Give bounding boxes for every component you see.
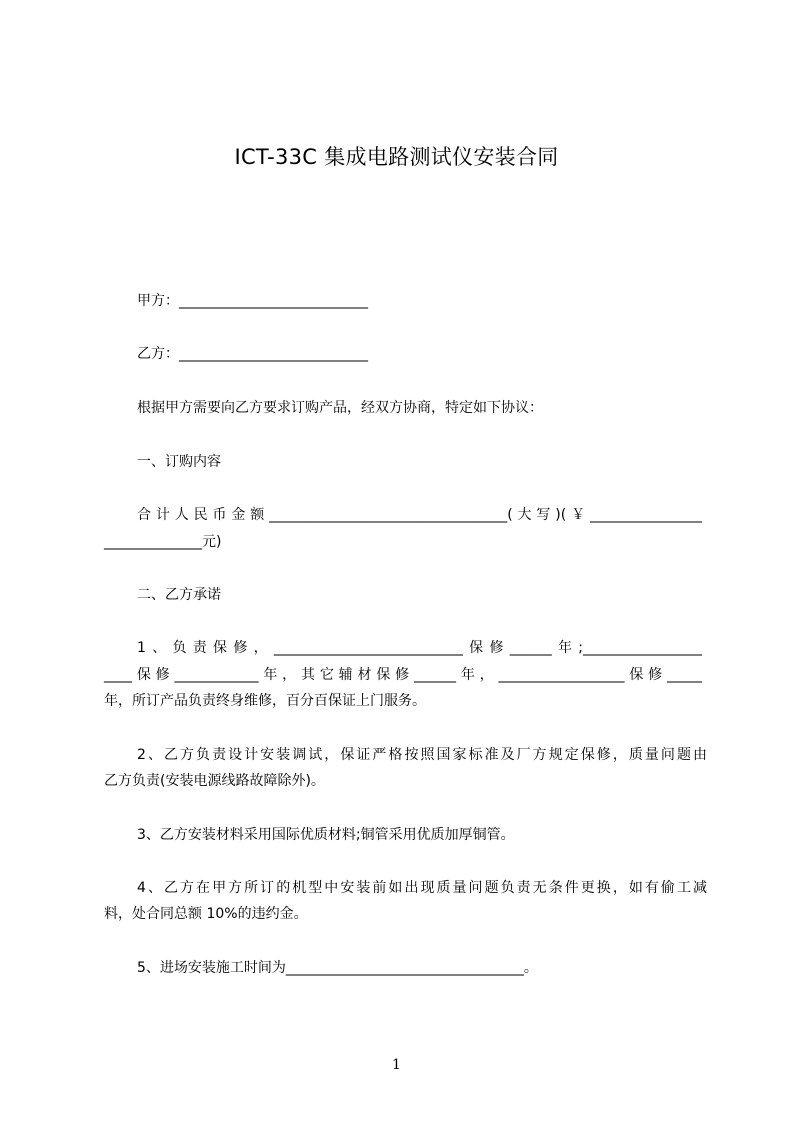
clause-1-line-3: 年，所订产品负责终身维修，百分百保证上门服务。 [104,693,426,709]
clause-1-line-2: ____保修____________年，其它辅材保修______年，__________________保修_____ [104,667,702,683]
intro-paragraph: 根据甲方需要向乙方要求订购产品，经双方协商，特定如下协议： [137,400,543,416]
contract-title: ICT-33C 集成电路测试仪安装合同 [234,145,559,169]
page-number: 1 [392,1057,401,1073]
section-1-heading: 一、订购内容 [137,454,221,470]
clause-2-line-1: 2、乙方负责设计安装调试，保证严格按照国家标准及厂方规定保修，质量问题由 [137,747,707,763]
amount-line-2: ______________元) [104,534,222,550]
section-2-heading: 二、乙方承诺 [137,587,221,603]
clause-2-line-2: 乙方负责(安装电源线路故障除外)。 [104,773,325,789]
clause-3: 3、乙方安装材料采用国际优质材料;铜管采用优质加厚铜管。 [137,827,515,843]
clause-5: 5、进场安装施工时间为__________________________________。 [137,960,538,976]
clause-4-line-2: 料，处合同总额 10%的违约金。 [104,906,308,922]
amount-line-1: 合计人民币金额__________________________________(大写)(￥________________ [137,507,702,523]
party-a-line: 甲方：___________________________ [137,293,368,309]
clause-4-line-1: 4、乙方在甲方所订的机型中安装前如出现质量问题负责无条件更换，如有偷工减 [137,880,707,896]
clause-1-line-1: 1、负责保修，___________________________保修______年;_________________ [137,640,702,656]
party-b-line: 乙方：___________________________ [137,346,368,362]
